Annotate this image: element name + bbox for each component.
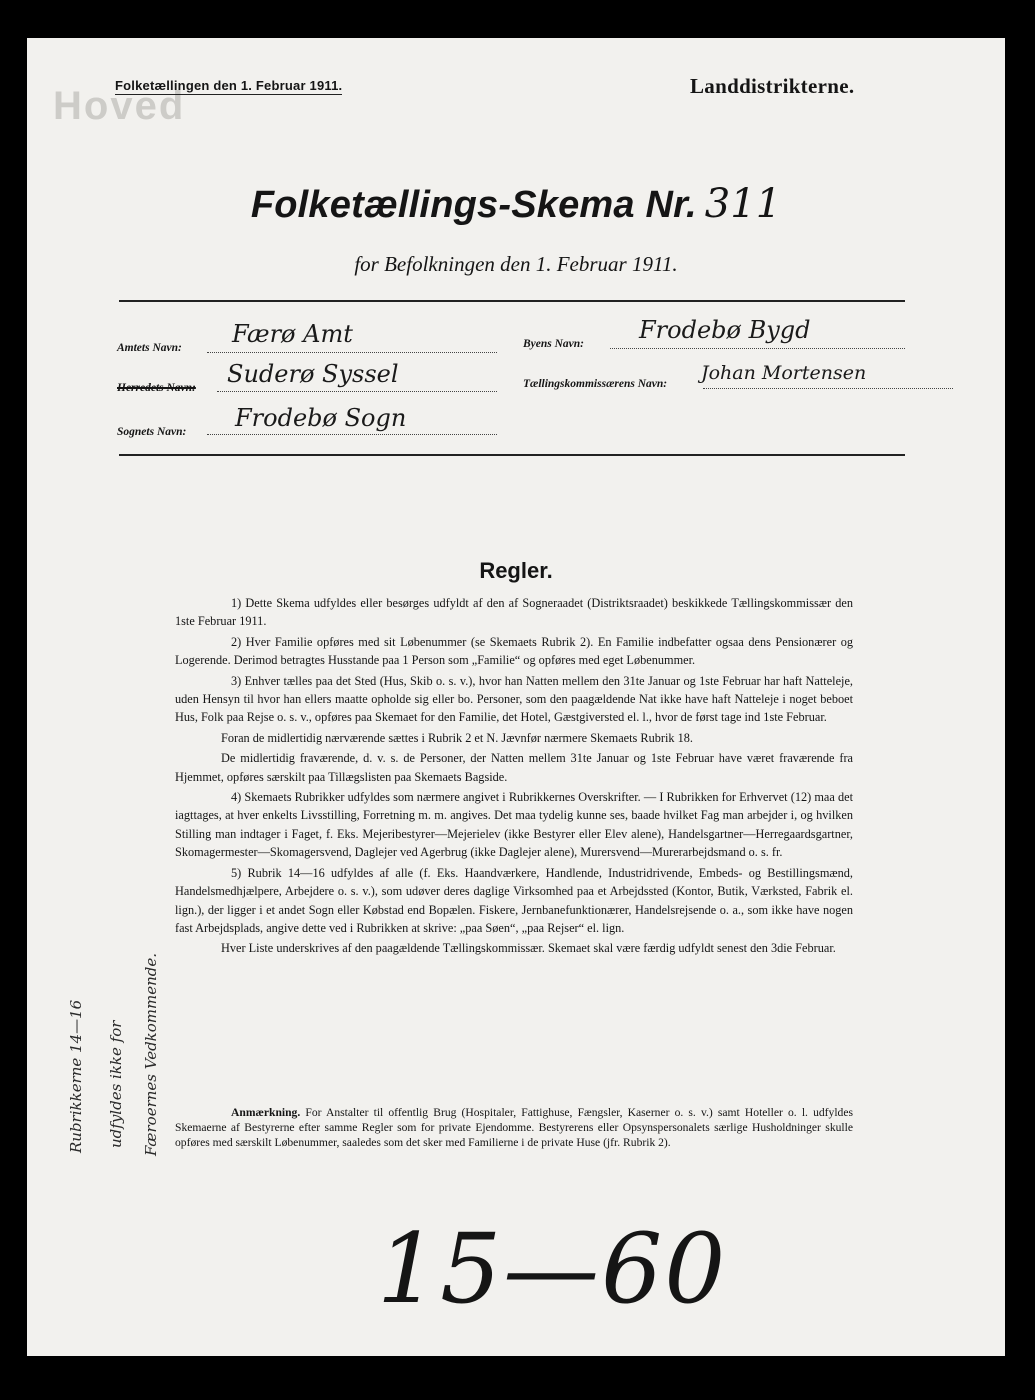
amt-label: Amtets Navn: — [117, 342, 182, 354]
faint-stamp: Hoved — [53, 84, 186, 128]
by-dotted-line — [610, 348, 905, 349]
amt-dotted-line — [207, 352, 497, 353]
margin-note-1: Rubrikkerne 14—16 — [67, 999, 85, 1153]
remark-paragraph — [175, 1105, 853, 1151]
by-field — [523, 334, 584, 352]
divider-bottom — [119, 454, 905, 456]
herred-value: Suderø Syssel — [227, 360, 399, 388]
by-label: Byens Navn: — [523, 338, 585, 350]
rule-paragraph-4: 4) Skemaets Rubrikker udfyldes som nærmere angivet i Rubrikkernes Overskrifter. — I Rubrikken for Erhvervet (12) maa det iagttages, at hver enkelts Livsstilling, Forretning m. m. angives. Det maa tydelig kunne ses, baade hvilket Fag man arbejder i, og hvilken Stilling man indtager i Faget, f. Eks. Mejeribestyrer—Mejerielev (ikke Bestyrer eller Elev alene), Handelsgartner—Herregaardsgartner, Skomagermester—Skomagersvend, Daglejer ved Agerbrug (ikke Daglejer alene), Murersvend—Murerarbejdsmand o. s. fr. — [175, 790, 853, 860]
herred-field — [117, 378, 196, 396]
rule-paragraph-1: 1) Dette Skema udfyldes eller besørges udfyldt af den af Sogneraadet (Distriktsraadet) beskikkede Tællingskommissær den 1ste Februar 1911. — [175, 596, 853, 629]
margin-note-2: udfyldes ikke for — [107, 1020, 125, 1148]
kommissaer-dotted-line — [703, 388, 953, 389]
remark-text: For Anstalter til offentlig Brug (Hospitaler, Fattighuse, Fængsler, Kaserner o. s. v.) samt Hoteller o. l. udfyldes Skemaerne af Bestyrerne efter samme Regler som for private Ejendomme. Bestyrerens eller Opsynspersonalets særlige Husholdninger skulle opføres med særskilt Løbenummer, saaledes som det sker med Familierne i de private Huse (jfr. Rubrik 2). — [175, 1106, 853, 1150]
amt-value: Færø Amt — [232, 320, 353, 348]
rules-text — [175, 594, 853, 960]
sogn-label: Sognets Navn: — [117, 426, 187, 438]
rule-paragraph-5b: Hver Liste underskrives af den paagældende Tællingskommissær. Skemaet skal være færdig udfyldt senest den 3die Februar. — [221, 941, 836, 956]
kommissaer-value: Johan Mortensen — [701, 362, 867, 384]
kommissaer-field — [523, 374, 667, 392]
herred-label: Herredets Navn: — [117, 382, 196, 394]
by-value: Frodebø Bygd — [639, 316, 811, 344]
rule-paragraph-3b: Foran de midlertidig nærværende sættes i Rubrik 2 et N. Jævnfør nærmere Skemaets Rubrik 18. — [221, 730, 694, 745]
form-subtitle: for Befolkningen den 1. Februar 1911. — [354, 252, 678, 276]
kommissaer-label: Tællingskommissærens Navn: — [523, 378, 668, 390]
rules-heading: Regler. — [479, 558, 553, 583]
handwritten-total: 15—60 — [377, 1213, 728, 1325]
herred-dotted-line — [217, 391, 497, 392]
remark-block — [175, 1105, 853, 1151]
divider-top — [119, 300, 905, 302]
remark-label: Anmærkning. — [231, 1106, 301, 1119]
form-title — [27, 181, 1005, 227]
form-number-handwritten: 311 — [704, 181, 782, 227]
sogn-value: Frodebø Sogn — [235, 404, 407, 432]
rule-paragraph-2: 2) Hver Familie opføres med sit Løbenummer (se Skemaets Rubrik 2). En Familie indbefatter ogsaa dens Pensionærer og Logerende. Derimod betragtes Husstande paa 1 Person som „Familie“ og opføres med eget Løbenummer. — [175, 634, 853, 668]
header-district-type: Landdistrikterne. — [690, 74, 855, 98]
rule-paragraph-3c: De midlertidig fraværende, d. v. s. de Personer, der Natten mellem 31te Januar og 1ste Februar have været fraværende fra Hjemmet, opføres særskilt paa Tillægslisten paa Skemaets Bagside. — [175, 751, 853, 784]
amt-field — [117, 338, 182, 356]
header-census-date: Folketællingen den 1. Februar 1911. — [115, 78, 343, 93]
sogn-field — [117, 422, 186, 440]
margin-note-3: Færoernes Vedkommende. — [142, 952, 160, 1156]
sogn-dotted-line — [207, 434, 497, 435]
form-title-text: Folketællings-Skema Nr. — [250, 184, 697, 226]
census-form-page — [27, 38, 1005, 1356]
rule-paragraph-5: 5) Rubrik 14—16 udfyldes af alle (f. Eks. Haandværkere, Handlende, Industridrivende, Embeds- og Bestillingsmænd, Handelsmedhjælpere, Arbejdere o. s. v.), som udøver deres daglige Virksomhed paa et Arbejdssted (Kontor, Butik, Værksted, Fabrik el. lign.), der ligger i et andet Sogn eller Købstad end Bopælen. Fiskere, Jernbanefunktionærer, Handelsrejsende o. a., som ikke have nogen fast Arbejdsplads, angive dette ved i Rubrikken at skrive: „paa Søen“, „paa Rejser“ el. lign. — [175, 865, 853, 935]
rule-paragraph-3: 3) Enhver tælles paa det Sted (Hus, Skib o. s. v.), hvor han Natten mellem den 31te Januar og 1ste Februar har haft Natteleje, uden Hensyn til hvor han ellers maatte opholde sig eller bo. Personer, som den paagældende Nat ikke have haft Natteleje i noget beboet Hus, Folk paa Rejse o. s. v., opføres paa Skemaet for den Familie, det Hotel, Gæstgiversted el. l., hvor de først tage ind 1ste Februar. — [175, 673, 853, 725]
